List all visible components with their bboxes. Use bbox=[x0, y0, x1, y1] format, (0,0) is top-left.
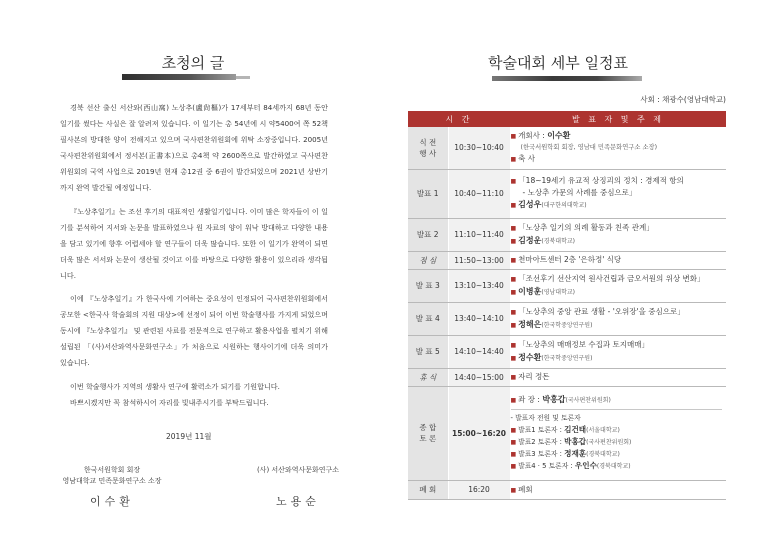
table-header-row bbox=[408, 111, 726, 127]
moderator-line: 사회 : 채광수(영남대학교) bbox=[640, 95, 726, 104]
invitation-title: 초청의 글 bbox=[161, 54, 225, 72]
session-detail: ■ 「18~19세기 유교적 상징괴의 정치 : 경제적 항의 - 노상추 가문의 사례를 중심으로」 ■ 김성우(대구한의대학교) bbox=[510, 169, 726, 218]
table-row bbox=[408, 218, 726, 251]
session-label: 발 표 4 bbox=[408, 302, 448, 335]
bullet-icon: ■ bbox=[510, 463, 517, 470]
table-row bbox=[408, 368, 726, 386]
session-time: 13:10~13:40 bbox=[448, 269, 510, 302]
signature-block-b bbox=[248, 465, 348, 509]
time-header: 시 간 bbox=[408, 111, 510, 127]
session-detail: ■ 천마아트센터 2층 '은하정' 식당 bbox=[510, 251, 726, 269]
invitation-date: 2019년 11월 bbox=[166, 432, 212, 441]
title-underline bbox=[492, 76, 642, 81]
session-time: 11:50~13:00 bbox=[448, 251, 510, 269]
bullet-icon: ■ bbox=[510, 374, 517, 381]
session-label: 발 표 5 bbox=[408, 335, 448, 368]
body-paragraph: 이에 『노상추일기』가 한국사에 기여하는 중요성이 인정되어 국사편찬위원회에서 공모한 <한국사 학술회의 지원 대상>에 선정이 되어 이번 학술행사를 가지게 되었으며 동시에 『노상추일기』 및 관련된 사료를 전문적으로 연구하고 활용사업을 펼치기 위해 설립된 「(사)서산와역사문화연구소」가 처음으로 시원하는 행사이기에 더욱 의미가 있습니다. bbox=[60, 294, 328, 368]
signer-title: 한국서원학회 회장 bbox=[83, 466, 141, 474]
bullet-icon: ■ bbox=[510, 133, 517, 141]
bullet-icon: ■ bbox=[510, 156, 517, 164]
session-detail: ■ 자리 정돈 bbox=[510, 368, 726, 386]
bullet-icon: ■ bbox=[510, 486, 517, 494]
session-label: 폐 회 bbox=[408, 480, 448, 499]
bullet-icon: ■ bbox=[510, 321, 517, 329]
schedule-table bbox=[408, 111, 726, 500]
bullet-icon: ■ bbox=[510, 237, 517, 245]
session-detail: ■ 「조선후기 선산지역 원사건립과 금오서원의 위상 변화」 ■ 이병훈(영남대학교) bbox=[510, 269, 726, 302]
session-time: 16:20 bbox=[448, 480, 510, 499]
session-label: 발표 1 bbox=[408, 169, 448, 218]
body-paragraph: 경북 선산 출신 서산와(西山窩) 노상추(盧尙樞)가 17세부터 84세까지 68년 동안 일기를 썼다는 사실은 잘 알려져 있습니다. 이 일기는 총 54년에 시 약5400여 쪽 52책 필사본의 방대한 양이 전해지고 있으며 국사편찬위원회에 위탁 소장중입니다. 2005년 국사편찬위원회에서 정서본(正書本)으로 총4책 약 2600쪽으로 발간하였고 국사편찬위원회의 국역 사업으로 2019년 현재 총12권 중 6권이 발간되었으며 2021년 상반기까지 완역 발간될 예정입니다. bbox=[60, 103, 328, 193]
bullet-icon: ■ bbox=[510, 275, 517, 283]
bullet-icon: ■ bbox=[510, 224, 517, 232]
session-time: 11:10~11:40 bbox=[448, 218, 510, 251]
session-detail: ■ 「노상추의 매매정보 수집과 토지매매」 ■ 정수환(한국학중앙연구원) bbox=[510, 335, 726, 368]
session-time: 10:30~10:40 bbox=[448, 127, 510, 169]
table-row bbox=[408, 302, 726, 335]
session-detail: ■ 「노상추의 중앙 관료 생활 - '오위장'을 중심으로」 ■ 정해은(한국학중앙연구원) bbox=[510, 302, 726, 335]
title-underline bbox=[122, 74, 236, 80]
bullet-icon: ■ bbox=[510, 202, 517, 209]
session-time: 14:40~15:00 bbox=[448, 368, 510, 386]
session-label: 점 심 bbox=[408, 251, 448, 269]
invitation-body bbox=[60, 100, 328, 418]
session-label: 휴 식 bbox=[408, 368, 448, 386]
title-underline-accent bbox=[236, 76, 250, 79]
table-row bbox=[408, 169, 726, 218]
session-label: 식 전 행 사 bbox=[408, 127, 448, 169]
body-paragraph: 이번 학술행사가 지역의 생활사 연구에 활력소가 되기를 기원합니다. bbox=[70, 381, 280, 391]
signature-block-a bbox=[52, 465, 172, 509]
table-row bbox=[408, 127, 726, 169]
table-row bbox=[408, 335, 726, 368]
signer-name: 이수환 bbox=[90, 495, 134, 508]
bullet-icon: ■ bbox=[510, 288, 517, 296]
session-label: 종 합 토 론 bbox=[408, 386, 448, 480]
body-paragraph: 『노상추일기』는 조선 후기의 대표적인 생활일기입니다. 이미 많은 학자들이 이 일기를 분석하여 지서와 논문을 발표하였으나 원 자료의 양이 워낙 방대하고 다양한 내용을 담고 있기에 향후 어렵세야 할 연구들이 더욱 많습니다. 또한 이 일기가 완역이 되면 더욱 많은 서서와 논문이 생산될 것이고 이를 바탕으로 다양한 활용이 있으리라 생각됩니다. bbox=[60, 206, 328, 280]
signer-title: (사) 서산와역사문화연구소 bbox=[256, 466, 340, 474]
detail-header: 발 표 자 및 주 제 bbox=[510, 111, 726, 127]
bullet-icon: ■ bbox=[510, 427, 517, 434]
bullet-icon: ■ bbox=[510, 308, 517, 316]
session-detail: ■ 개회사 : 이수환 (한국서원학회 회장, 영남대 민족문화연구소 소장) ■ 축 사 bbox=[510, 127, 726, 169]
session-time: 13:40~14:10 bbox=[448, 302, 510, 335]
session-label: 발표 2 bbox=[408, 218, 448, 251]
session-detail: ■ 폐회 bbox=[510, 480, 726, 499]
bullet-icon: ■ bbox=[510, 257, 517, 264]
table-row bbox=[408, 386, 726, 480]
session-time: 14:10~14:40 bbox=[448, 335, 510, 368]
session-label: 발 표 3 bbox=[408, 269, 448, 302]
bullet-icon: ■ bbox=[510, 341, 517, 349]
session-time: 10:40~11:10 bbox=[448, 169, 510, 218]
bullet-icon: ■ bbox=[510, 439, 517, 446]
schedule-page bbox=[384, 0, 768, 560]
session-time: 15:00~16:20 bbox=[448, 386, 510, 480]
body-paragraph: 바쁘시겠지만 꼭 참석하시어 자리를 빛내주시기를 부탁드립니다. bbox=[70, 397, 269, 407]
bullet-icon: ■ bbox=[510, 178, 517, 185]
bullet-icon: ■ bbox=[510, 354, 517, 362]
table-row bbox=[408, 480, 726, 499]
table-row bbox=[408, 251, 726, 269]
session-detail: ■ 「노상추 일기의 의례 활동과 친족 관계」 ■ 김정운(경북대학교) bbox=[510, 218, 726, 251]
session-detail: ■ 좌 장 : 박홍갑(국사편찬위원회) - 발표자 전원 및 토론자 ■ 발표1 토론자 : 김건태(서울대학교) ■ 발표2 토론자 : 박홍갑(국사편찬위원회) ■ 발표3 토론자 : 정재훈(경북대학교) ■ 발표4 · 5 토론자 : 우인수(경북대학교) bbox=[510, 386, 726, 480]
bullet-icon: ■ bbox=[510, 451, 517, 458]
schedule-title: 학술대회 세부 일정표 bbox=[488, 54, 628, 72]
table-row bbox=[408, 269, 726, 302]
bullet-icon: ■ bbox=[510, 397, 517, 404]
signer-title: 영남대학교 민족문화연구소 소장 bbox=[62, 477, 162, 485]
signer-name: 노용순 bbox=[276, 495, 320, 508]
